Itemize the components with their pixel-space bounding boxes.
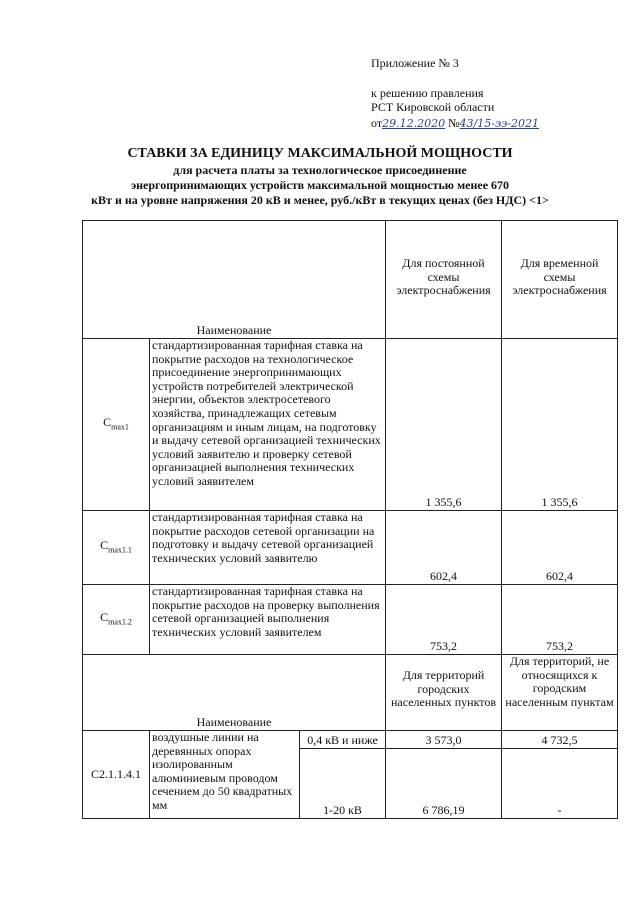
title-subline-2: энергопринимающих устройств максимальной мощностью менее 670 — [130, 178, 510, 192]
table1-col-temporary: Для временной схемы электроснабжения — [502, 221, 618, 339]
rate-description: стандартизированная тарифная ставка на покрытие расходов сетевой организации на подготовку и выдачу сетевой организацией технических условий заявителю — [150, 511, 386, 585]
table1-name-header: Наименование — [83, 221, 386, 339]
table2-col-rural: Для территорий, не относящихся к городским населенным пунктам — [502, 655, 618, 731]
table1-header-row — [83, 221, 618, 339]
rates-table — [82, 220, 618, 819]
rate-value-permanent: 602,4 — [386, 511, 502, 585]
handwritten-number: 43/15-ээ-2021 — [459, 117, 539, 130]
rate-value-urban: 6 786,19 — [386, 749, 502, 819]
decision-line-2: РСТ Кировской области — [371, 100, 495, 114]
rate-value-permanent: 1 355,6 — [386, 339, 502, 511]
line-code: С2.1.1.4.1 — [83, 731, 150, 819]
document-title: СТАВКИ ЗА ЕДИНИЦУ МАКСИМАЛЬНОЙ МОЩНОСТИ — [127, 146, 513, 161]
rate-description: стандартизированная тарифная ставка на покрытие расходов на проверку выполнения сетевой организацией выполнения технических условий заявителем — [150, 585, 386, 655]
rate-value-temporary: 753,2 — [502, 585, 618, 655]
line-description: воздушные линии на деревянных опорах изолированным алюминиевым проводом сечением до 50 квадратных мм — [150, 731, 300, 819]
decision-line-1: к решению правления — [371, 86, 484, 100]
date-prefix: от — [371, 116, 383, 130]
table1-col-permanent: Для постоянной схемы электроснабжения — [386, 221, 502, 339]
title-subline-1: для расчета платы за технологическое присоединение — [173, 163, 467, 177]
voltage-level: 1-20 кВ — [300, 749, 386, 819]
table2-name-header: Наименование — [83, 655, 386, 731]
table-row — [83, 585, 618, 655]
number-prefix: № — [448, 116, 460, 130]
rate-value-rural: - — [502, 749, 618, 819]
table2-col-urban: Для территорий городских населенных пунктов — [386, 655, 502, 731]
table-row — [83, 511, 618, 585]
rate-description: стандартизированная тарифная ставка на покрытие расходов на технологическое присоединение энергопринимающих устройств потребителей электрической энергии, объектов электросетевого хозяйства, принадлежащих сетевым организациям и иным лицам, на подготовку и выдачу сетевой организацией технических условий заявителю и проверку сетевой организацией выполнения технических условий заявителем — [150, 339, 386, 511]
rate-value-temporary: 1 355,6 — [502, 339, 618, 511]
table-row — [83, 731, 618, 749]
rate-value-rural: 4 732,5 — [502, 731, 618, 749]
rate-code: $C_{max1.1}$ — [83, 511, 150, 585]
rate-value-permanent: 753,2 — [386, 585, 502, 655]
voltage-level: 0,4 кВ и ниже — [300, 731, 386, 749]
rate-code: $C_{max1.2}$ — [83, 585, 150, 655]
decision-date-line — [371, 116, 539, 131]
appendix-label: Приложение № 3 — [371, 56, 459, 70]
title-subline-3: кВт и на уровне напряжения 20 кВ и менее, руб./кВт в текущих ценах (без НДС) <1> — [91, 193, 549, 207]
rate-code: $C_{max1}$ — [83, 339, 150, 511]
rate-value-temporary: 602,4 — [502, 511, 618, 585]
rate-value-urban: 3 573,0 — [386, 731, 502, 749]
handwritten-date: 29.12.2020 — [382, 117, 446, 130]
table-row — [83, 339, 618, 511]
table2-header-row — [83, 655, 618, 731]
